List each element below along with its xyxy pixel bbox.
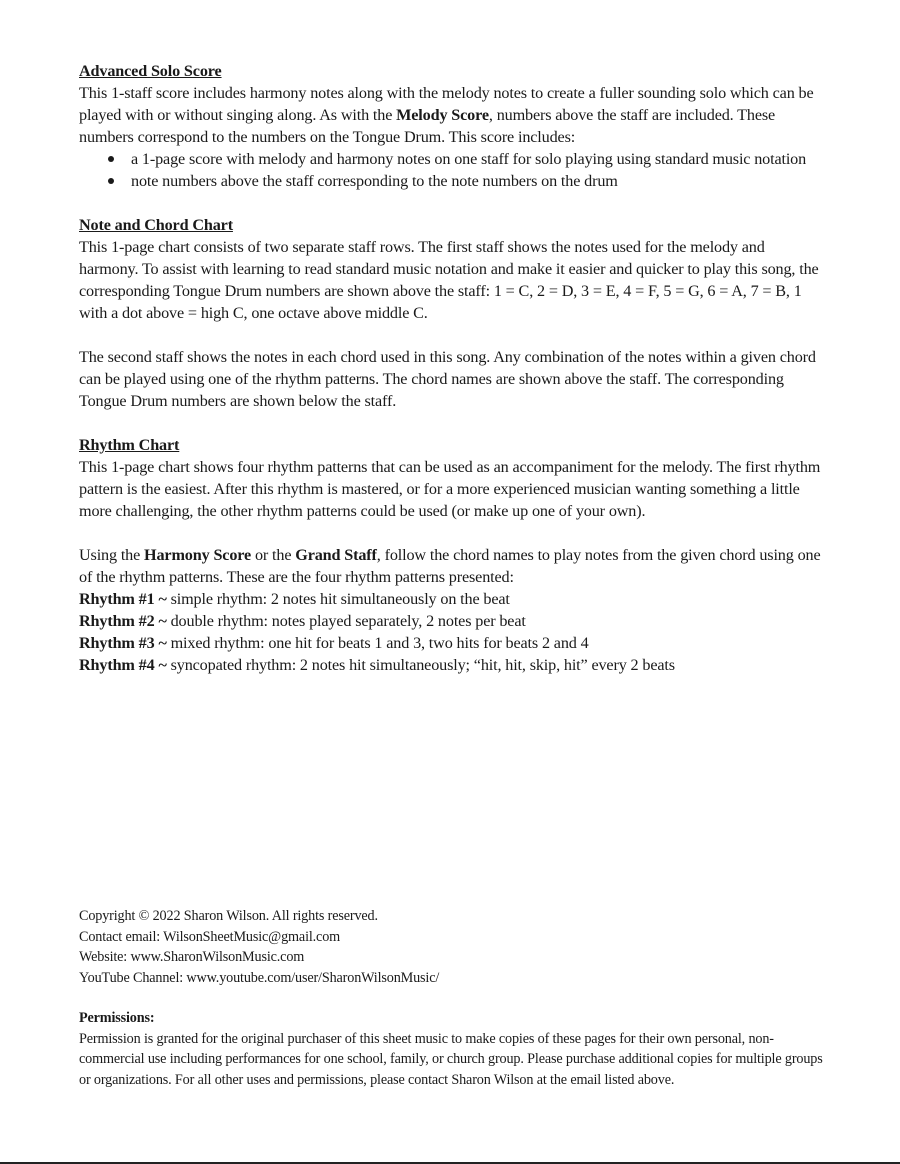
rhythm-chart-paragraph-2: [79, 544, 824, 588]
rhythm-para2-text: Using the: [79, 546, 145, 564]
advanced-solo-section: [79, 60, 824, 192]
advanced-solo-heading: Advanced Solo Score: [79, 62, 222, 80]
note-chord-heading: Note and Chord Chart: [79, 216, 233, 234]
advanced-solo-intro: [79, 82, 824, 148]
footer: [79, 906, 824, 1090]
rhythm-pattern-label: Rhythm #2 ~: [79, 612, 167, 630]
contact-email-line: Contact email: WilsonSheetMusic@gmail.com: [79, 928, 341, 945]
list-item: note numbers above the staff corresponding to the note numbers on the drum: [131, 170, 824, 192]
harmony-score-term: Harmony Score: [144, 546, 252, 564]
rhythm-pattern-2: [79, 610, 824, 632]
paragraph-gap: [79, 324, 824, 346]
rhythm-pattern-4: [79, 654, 824, 676]
rhythm-para2-text: , follow the chord names to play notes from the given chord using one of the rhythm patterns. These are the four rhythm patterns presented:: [79, 546, 821, 586]
rhythm-para2-text: or the: [251, 546, 296, 564]
rhythm-pattern-label: Rhythm #3 ~: [79, 634, 167, 652]
melody-score-term: Melody Score: [396, 106, 489, 124]
note-chord-section: [79, 214, 824, 412]
rhythm-chart-section: [79, 434, 824, 676]
youtube-line: YouTube Channel: www.youtube.com/user/SharonWilsonMusic/: [79, 969, 440, 986]
note-chord-paragraph-2: The second staff shows the notes in each chord used in this song. Any combination of the notes within a given chord can be played using one of the rhythm patterns. The chord names are shown above the staff. The corresponding Tongue Drum numbers are shown below the staff.: [79, 348, 816, 410]
rhythm-pattern-description: simple rhythm: 2 notes hit simultaneously on the beat: [166, 590, 510, 608]
advanced-solo-bullet-list: [79, 148, 824, 192]
website-line: Website: www.SharonWilsonMusic.com: [79, 949, 305, 965]
document-body: [79, 60, 824, 698]
rhythm-pattern-label: Rhythm #1 ~: [79, 590, 167, 608]
rhythm-chart-paragraph-1: This 1-page chart shows four rhythm patterns that can be used as an accompaniment for the melody. The first rhythm pattern is the easiest. After this rhythm is mastered, or for a more experienced musician wanting something a little more challenging, the other rhythm patterns could be used (or make up one of your own).: [79, 458, 821, 520]
paragraph-gap: [79, 522, 824, 544]
rhythm-pattern-description: syncopated rhythm: 2 notes hit simultaneously; “hit, hit, skip, hit” every 2 beats: [166, 656, 675, 674]
permissions-heading: Permissions:: [79, 1010, 155, 1026]
rhythm-chart-heading: Rhythm Chart: [79, 436, 180, 454]
rhythm-pattern-1: [79, 588, 824, 610]
rhythm-pattern-description: double rhythm: notes played separately, 2 notes per beat: [166, 612, 526, 630]
copyright-line: Copyright © 2022 Sharon Wilson. All rights reserved.: [79, 908, 378, 924]
grand-staff-term: Grand Staff: [295, 546, 377, 564]
list-item: a 1-page score with melody and harmony notes on one staff for solo playing using standard music notation: [131, 148, 824, 170]
rhythm-pattern-3: [79, 632, 824, 654]
note-chord-paragraph-1: This 1-page chart consists of two separate staff rows. The first staff shows the notes used for the melody and harmony. To assist with learning to read standard music notation and make it easier and quicker to play this song, the corresponding Tongue Drum numbers are shown above the staff: 1 = C, 2 = D, 3 = E, 4 = F, 5 = G, 6 = A, 7 = B, 1 with a dot above = high C, one octave above middle C.: [79, 238, 819, 322]
permissions-text: Permission is granted for the original purchaser of this sheet music to make copies of these pages for their own personal, non-commercial use including performances for one school, family, or church group. Please purchase additional copies for multiple groups or organizations. For all other uses and permissions, please contact Sharon Wilson at the email listed above.: [79, 1030, 823, 1088]
rhythm-pattern-label: Rhythm #4 ~: [79, 656, 167, 674]
advanced-solo-intro-text-cont: , numbers above the staff are included. These numbers correspond to the numbers on the Tongue Drum. This score includes:: [79, 106, 776, 146]
rhythm-pattern-description: mixed rhythm: one hit for beats 1 and 3, two hits for beats 2 and 4: [166, 634, 589, 652]
advanced-solo-intro-text: This 1-staff score includes harmony notes along with the melody notes to create a fuller sounding solo which can be played with or without singing along. As with the: [79, 84, 814, 124]
